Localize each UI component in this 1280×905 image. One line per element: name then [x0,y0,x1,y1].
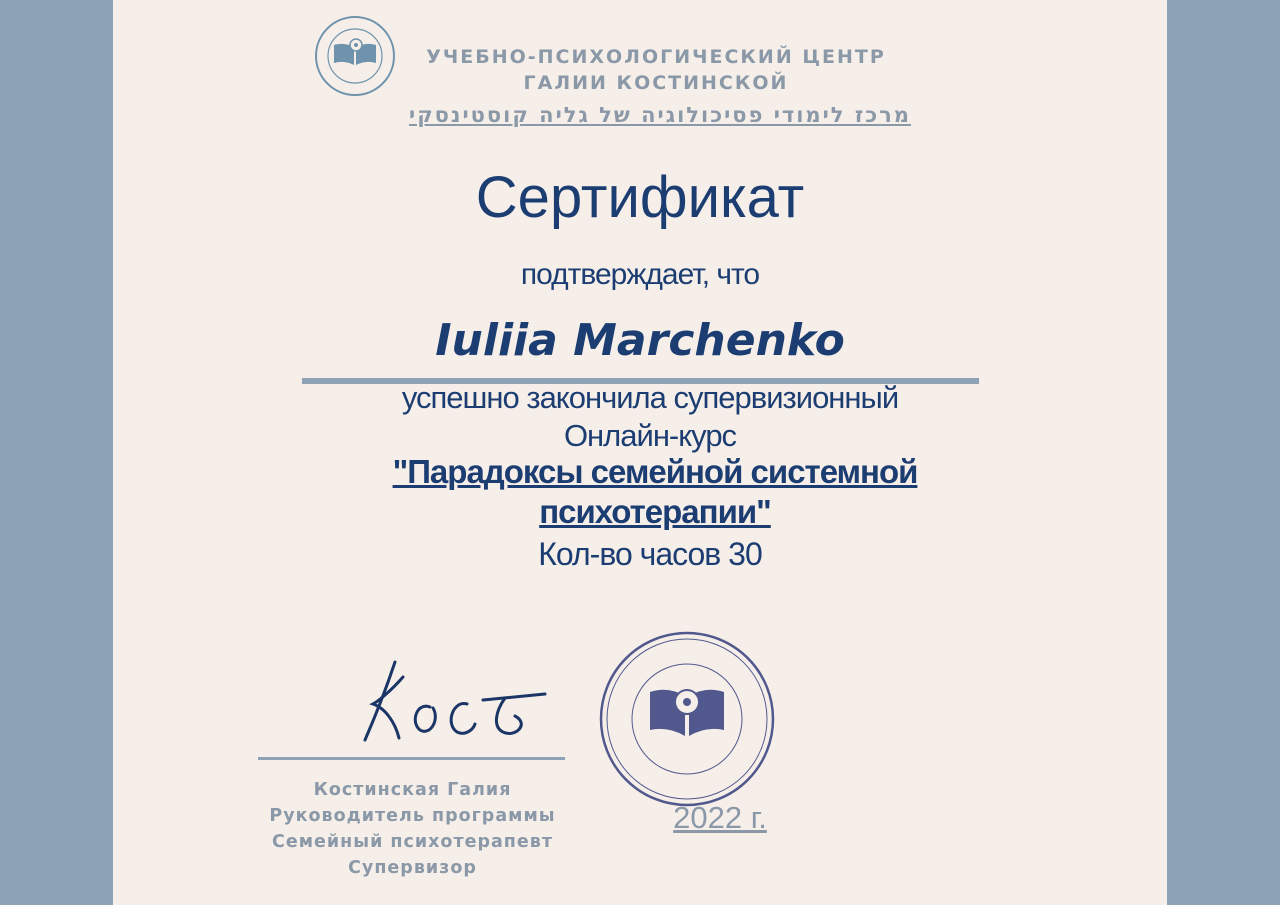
signer-position: Супервизор [348,858,477,878]
org-name-hebrew: מרכז לימודי פסיכולוגיה של גליה קוסטינסקי [409,103,911,127]
confirms-text: подтверждает, что [520,258,760,291]
signer-name: Костинская Галия [313,780,512,800]
center-logo [314,15,396,97]
course-title-line1: "Парадоксы семейной системной [392,453,918,490]
certificate-title: Сертификат [475,165,805,230]
recipient-name: Iuliia Marchenko [435,315,845,366]
signature [355,652,555,747]
org-name-line2: ГАЛИИ КОСТИНСКОЙ [523,72,789,94]
signature-line [258,757,565,760]
org-name-line1: УЧЕБНО-ПСИХОЛОГИЧЕСКИЙ ЦЕНТР [426,46,886,68]
course-title-line2: психотерапии" [539,493,771,530]
course-type: Онлайн-курс [563,418,737,453]
signer-role: Руководитель программы [269,806,556,826]
certificate-year: 2022 г. [673,800,767,835]
signer-title: Семейный психотерапевт [272,832,553,852]
course-title [340,452,970,532]
completion-text: успешно закончила супервизионный [401,380,899,415]
center-seal-stamp [598,630,776,808]
course-hours: Кол-во часов 30 [538,536,762,572]
